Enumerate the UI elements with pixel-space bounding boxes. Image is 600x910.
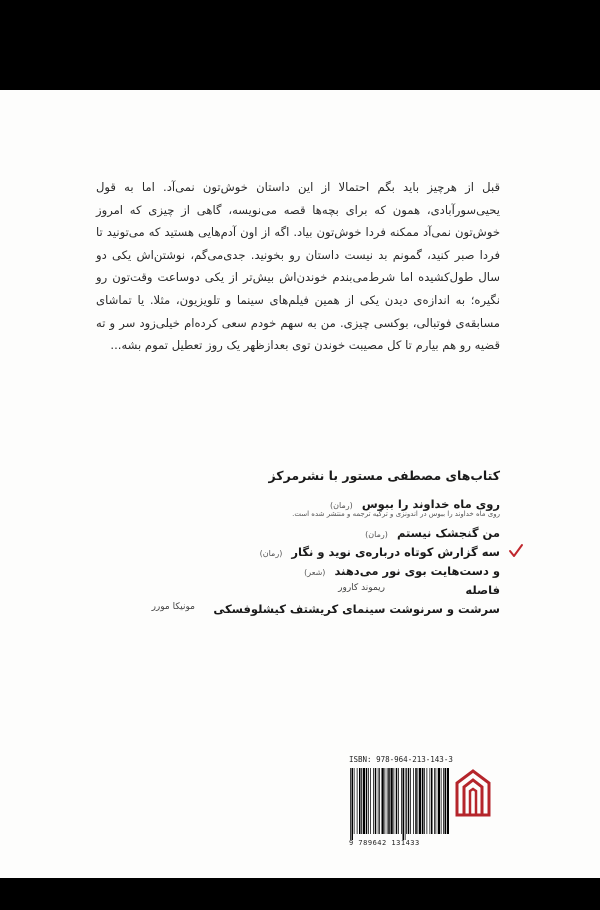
book-translator: ریموند کارور xyxy=(338,583,385,593)
barcode-bar xyxy=(373,768,374,834)
barcode-bar xyxy=(418,768,419,834)
book-genre: (شعر) xyxy=(304,568,326,577)
book-item-5 xyxy=(96,579,500,598)
book-item-3 xyxy=(96,541,500,560)
barcode-bar xyxy=(441,768,442,834)
book-item-2 xyxy=(96,522,500,541)
barcode-bar xyxy=(431,768,433,834)
checkmark-stroke xyxy=(510,545,522,556)
barcode-bar xyxy=(422,768,424,834)
barcode-bar xyxy=(379,768,380,834)
logo-outer-shape xyxy=(457,771,489,815)
barcode-bar xyxy=(388,768,390,834)
barcode-bar xyxy=(436,768,437,834)
books-section xyxy=(96,468,500,617)
book-title: سرشت و سرنوشت سینمای کریشتف کیشلوفسکی xyxy=(213,602,500,616)
barcode-bar xyxy=(415,768,417,834)
barcode-bar xyxy=(387,768,388,834)
book-author: مونیکا مورر xyxy=(151,602,195,612)
barcode-bar xyxy=(405,768,406,840)
barcode-bar xyxy=(396,768,398,834)
barcode-bar xyxy=(370,768,371,834)
book-genre: (رمان) xyxy=(259,549,283,558)
barcode-bar xyxy=(385,768,386,834)
publisher-logo-icon xyxy=(455,769,491,817)
top-black-bar xyxy=(0,0,600,90)
barcode-bar xyxy=(363,768,365,834)
barcode-bar xyxy=(359,768,361,834)
checkmark-icon xyxy=(508,543,524,559)
isbn-digits: 9 789642 131433 xyxy=(349,839,420,847)
barcode-bar xyxy=(406,768,407,834)
book-title: فاصله xyxy=(465,583,500,597)
barcode-bar xyxy=(350,768,351,840)
barcode-area xyxy=(349,755,493,851)
barcode-bar xyxy=(368,768,369,834)
barcode-bar xyxy=(366,768,368,834)
book-title: من گنجشک نیستم xyxy=(396,526,500,540)
barcode-bar xyxy=(445,768,447,834)
books-heading: کتاب‌های مصطفی مستور با نشرمرکز xyxy=(268,468,500,483)
barcode-bar xyxy=(382,768,384,834)
blurb-paragraph: قبل از هرچیز باید بگم احتمالا از این داستان خوش‌تون نمی‌آد. اما به قول یحیی‌سورآبادی، همون که برای بچه‌ها قصه می‌نویسه، گاهی از چیزی که امروز خوش‌تون نمی‌آد ممکنه فردا خوش‌تون بیاد. اگه از اون آدم‌هایی هستید که می‌تونید تا فردا صبر کنید، گمونم بد نیست داستان رو بخونید. جدی‌می‌گم، نوشتن‌اش یکی دو سال طول‌کشیده اما شرط‌می‌بندم خوندن‌اش بیش‌تر از یکی دوساعت وقت‌تون رو نگیره؛ به اندازه‌ی دیدن یکی از همین فیلم‌های سینما و تلویزیون، مثلا. یا تماشای مسابقه‌ی فوتبالی، بوکسی چیزی. من به سهم خودم سعی کرده‌ام خیلی‌زود سر و ته قضیه رو هم بیارم تا کل مصیبت خوندن توی بعدازظهر یک روز تعطیل تموم بشه... xyxy=(96,180,500,353)
book-item-4 xyxy=(96,560,500,579)
barcode-bar xyxy=(430,768,431,834)
barcode-bar xyxy=(403,768,405,840)
barcode-bar xyxy=(361,768,362,834)
barcode-bar xyxy=(438,768,440,834)
barcode-bar xyxy=(408,768,410,834)
barcode-bar xyxy=(354,768,355,834)
book-genre: (رمان) xyxy=(365,530,388,539)
book-title: روی ماه خداوند را ببوس xyxy=(361,497,500,511)
barcode-bar xyxy=(424,768,425,834)
book-genre: (رمان) xyxy=(330,501,353,510)
barcode-bar xyxy=(434,768,435,834)
logo-core-shape xyxy=(470,789,476,815)
isbn-label: ISBN: 978-964-213-143-3 xyxy=(349,755,453,764)
barcode-bar xyxy=(410,768,411,834)
book-list xyxy=(96,493,500,617)
book-back-cover xyxy=(0,90,600,878)
barcode-bar xyxy=(352,768,354,840)
book-item-1 xyxy=(96,493,500,512)
bottom-black-bar xyxy=(0,878,600,910)
book-title: سه گزارش کوتاه درباره‌ی نوید و نگار xyxy=(291,545,500,559)
barcode-bar xyxy=(413,768,414,834)
barcode-bar xyxy=(427,768,428,834)
barcode-bar xyxy=(443,768,444,834)
barcode-bar xyxy=(398,768,399,834)
barcode-bar xyxy=(375,768,377,834)
barcode-bar xyxy=(401,768,402,834)
book-item-6 xyxy=(96,598,500,617)
barcode-bar xyxy=(394,768,395,834)
barcode-bar xyxy=(447,768,449,834)
barcode-bar xyxy=(378,768,379,834)
logo-inner-shape xyxy=(464,780,482,815)
barcode-bar xyxy=(357,768,358,834)
book-title: و دست‌هایت بوی نور می‌دهند xyxy=(334,564,500,578)
barcode-bar xyxy=(419,768,421,834)
barcode-icon xyxy=(349,768,449,840)
barcode-bar xyxy=(391,768,393,834)
book-note: روی ماه خداوند را ببوس در اندونزی و ترکیه ترجمه و منتشر شده است. xyxy=(292,510,500,518)
